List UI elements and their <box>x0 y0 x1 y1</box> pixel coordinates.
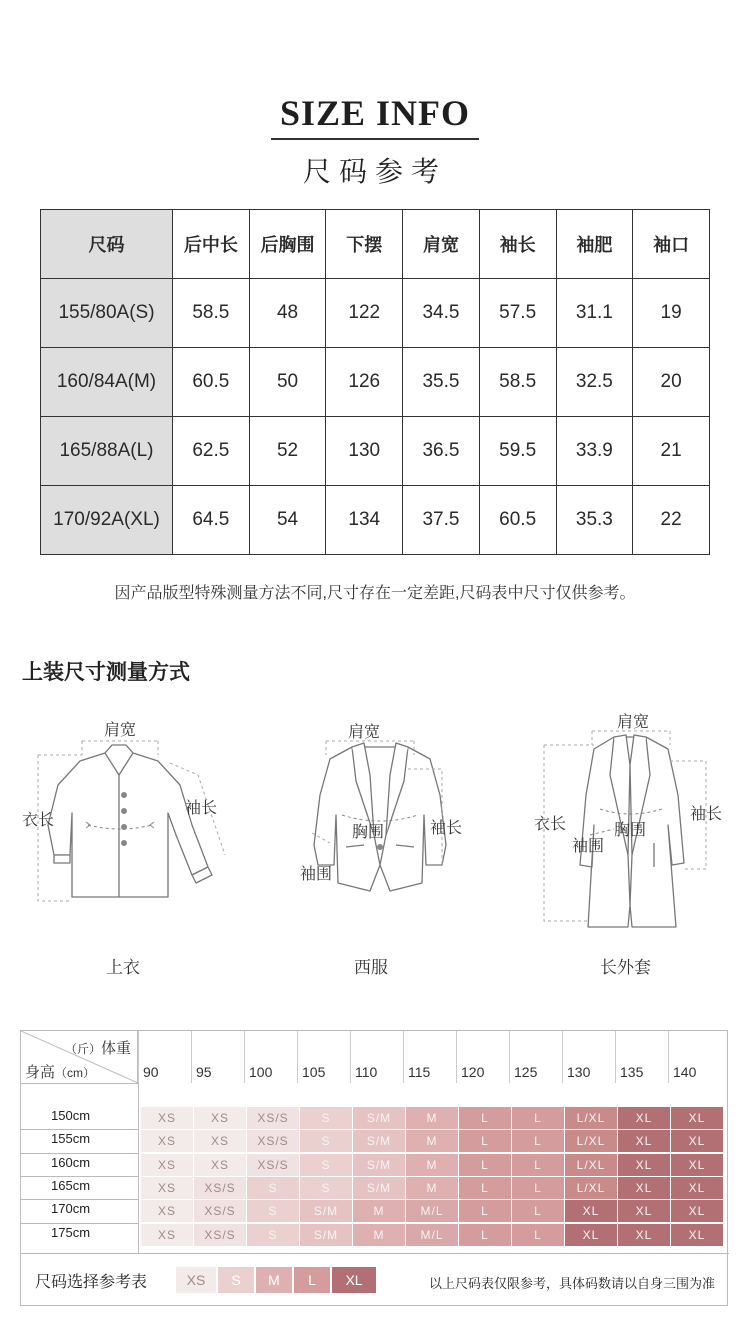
weight-column-header <box>297 1031 350 1083</box>
weight-value: 90 <box>143 1064 159 1080</box>
size-cell: XS <box>141 1130 193 1152</box>
table-cell: 50 <box>249 348 326 417</box>
size-cell: L <box>512 1107 564 1129</box>
size-cell: XL <box>671 1200 723 1222</box>
row-rule <box>21 1199 138 1200</box>
weight-column-header <box>668 1031 721 1083</box>
size-cell: XS <box>194 1130 246 1152</box>
corner-weight-unit: （斤） <box>65 1042 102 1056</box>
size-cell: L <box>459 1154 511 1176</box>
coat-caption: 长外套 <box>600 958 651 977</box>
size-cell: XS <box>141 1107 193 1129</box>
header-shoulder: 肩宽 <box>403 210 480 279</box>
size-cell: XL <box>671 1154 723 1176</box>
size-cell: S <box>247 1177 299 1199</box>
size-cell: L <box>512 1177 564 1199</box>
table-cell: 19 <box>633 279 710 348</box>
corner-height-unit: （cm） <box>55 1066 96 1080</box>
size-cell: XL <box>671 1130 723 1152</box>
header-cuff: 袖口 <box>633 210 710 279</box>
size-cell: L <box>459 1224 511 1246</box>
size-cell: XL <box>618 1224 670 1246</box>
size-cell: M <box>406 1130 458 1152</box>
size-cell: XS/S <box>247 1154 299 1176</box>
shirt-label-shoulder: 肩宽 <box>104 722 137 739</box>
size-cell: L <box>512 1130 564 1152</box>
size-cell: M <box>406 1154 458 1176</box>
fit-chart <box>20 1030 728 1306</box>
size-cell: M <box>353 1224 405 1246</box>
legend-note: 以上尺码表仅限参考，具体码数请以自身三围为准 <box>428 1276 715 1291</box>
weight-value: 115 <box>408 1064 431 1080</box>
size-cell: S/M <box>353 1177 405 1199</box>
table-cell: 58.5 <box>479 348 556 417</box>
size-cell: L <box>459 1130 511 1152</box>
size-cell: L/XL <box>565 1177 617 1199</box>
weight-value: 105 <box>302 1064 326 1080</box>
table-cell: 165/88A(L) <box>41 417 173 486</box>
size-cell: XL <box>671 1177 723 1199</box>
figure-shirt <box>20 715 240 985</box>
size-cell: XL <box>618 1130 670 1152</box>
size-cell: XL <box>565 1200 617 1222</box>
table-cell: 126 <box>326 348 403 417</box>
table-row <box>41 486 710 555</box>
table-cell: 48 <box>249 279 326 348</box>
header-rule <box>21 1083 138 1084</box>
size-cell: S/M <box>300 1224 352 1246</box>
size-cell: XS <box>194 1154 246 1176</box>
height-label: 160cm <box>51 1154 91 1170</box>
size-cell: XS/S <box>247 1130 299 1152</box>
table-cell: 35.5 <box>403 348 480 417</box>
suit-label-shoulder: 肩宽 <box>348 724 381 741</box>
table-cell: 22 <box>633 486 710 555</box>
weight-value: 135 <box>620 1064 644 1080</box>
size-cell: L/XL <box>565 1154 617 1176</box>
coat-label-sleeve: 袖长 <box>690 806 723 823</box>
row-rule <box>21 1129 138 1130</box>
header-back-length: 后中长 <box>173 210 250 279</box>
header-size: 尺码 <box>41 210 173 279</box>
size-cell: XL <box>671 1107 723 1129</box>
weight-value: 100 <box>249 1064 273 1080</box>
size-cell: S/M <box>353 1130 405 1152</box>
weight-value: 130 <box>567 1064 591 1080</box>
table-cell: 58.5 <box>173 279 250 348</box>
chart-corner <box>21 1031 138 1083</box>
size-table-header-row <box>41 210 710 279</box>
weight-column-header <box>138 1031 191 1083</box>
table-cell: 60.5 <box>479 486 556 555</box>
measure-section-title: 上装尺寸测量方式 <box>22 661 190 684</box>
size-cell: S <box>300 1154 352 1176</box>
size-cell: XS/S <box>194 1200 246 1222</box>
table-cell: 34.5 <box>403 279 480 348</box>
size-cell: XS/S <box>194 1177 246 1199</box>
page-header <box>0 92 750 190</box>
table-cell: 155/80A(S) <box>41 279 173 348</box>
size-cell: XS <box>194 1107 246 1129</box>
weight-column-header <box>562 1031 615 1083</box>
table-cell: 170/92A(XL) <box>41 486 173 555</box>
chart-separator <box>138 1083 139 1253</box>
legend-swatch: XS <box>176 1267 216 1293</box>
table-cell: 20 <box>633 348 710 417</box>
weight-value: 140 <box>673 1064 697 1080</box>
table-cell: 62.5 <box>173 417 250 486</box>
size-cell: S <box>300 1107 352 1129</box>
size-cell: L <box>459 1177 511 1199</box>
size-cell: XS <box>141 1200 193 1222</box>
size-cell: XL <box>618 1154 670 1176</box>
weight-value: 95 <box>196 1064 212 1080</box>
size-cell: M/L <box>406 1200 458 1222</box>
size-cell: XL <box>618 1177 670 1199</box>
title-english: SIZE INFO <box>279 93 471 133</box>
size-cell: L <box>512 1200 564 1222</box>
legend-swatch: S <box>218 1267 254 1293</box>
coat-label-chest: 胸围 <box>614 822 647 839</box>
header-sleeve-width: 袖肥 <box>556 210 633 279</box>
table-cell: 31.1 <box>556 279 633 348</box>
table-cell: 32.5 <box>556 348 633 417</box>
size-cell: L <box>459 1200 511 1222</box>
height-label: 170cm <box>51 1201 91 1217</box>
table-cell: 35.3 <box>556 486 633 555</box>
size-cell: M <box>353 1200 405 1222</box>
size-cell: L <box>459 1107 511 1129</box>
coat-label-length: 衣长 <box>534 816 567 833</box>
weight-column-header <box>403 1031 456 1083</box>
size-cell: XL <box>618 1107 670 1129</box>
suit-caption: 西服 <box>354 958 388 977</box>
table-cell: 134 <box>326 486 403 555</box>
header-hem: 下摆 <box>326 210 403 279</box>
size-cell: L/XL <box>565 1107 617 1129</box>
height-label: 165cm <box>51 1177 91 1193</box>
size-cell: S/M <box>353 1107 405 1129</box>
table-row <box>41 348 710 417</box>
table-cell: 37.5 <box>403 486 480 555</box>
title-underline <box>271 138 479 140</box>
size-cell: M <box>406 1177 458 1199</box>
header-sleeve-length: 袖长 <box>479 210 556 279</box>
legend-swatch: L <box>294 1267 330 1293</box>
size-cell: S <box>247 1224 299 1246</box>
size-cell: M/L <box>406 1224 458 1246</box>
suit-label-sleeve-girth: 袖围 <box>300 866 333 883</box>
table-cell: 130 <box>326 417 403 486</box>
weight-column-header <box>456 1031 509 1083</box>
corner-height-label: 身高 <box>25 1064 56 1081</box>
weight-column-header <box>350 1031 403 1083</box>
size-cell: S/M <box>353 1154 405 1176</box>
size-cell: S/M <box>300 1200 352 1222</box>
corner-weight <box>65 1037 131 1058</box>
size-cell: S <box>247 1200 299 1222</box>
size-cell: S <box>300 1177 352 1199</box>
table-cell: 60.5 <box>173 348 250 417</box>
legend-swatch: M <box>256 1267 292 1293</box>
figure-coat <box>530 705 730 985</box>
size-cell: XS <box>141 1177 193 1199</box>
table-cell: 57.5 <box>479 279 556 348</box>
title-chinese: 尺码参考 <box>302 156 447 187</box>
height-label: 150cm <box>51 1108 91 1123</box>
weight-column-header <box>244 1031 297 1083</box>
size-note: 因产品版型特殊测量方法不同,尺寸存在一定差距,尺码表中尺寸仅供参考。 <box>114 585 636 602</box>
table-cell: 21 <box>633 417 710 486</box>
height-label: 175cm <box>51 1224 91 1240</box>
size-cell: XS <box>141 1224 193 1246</box>
legend-title: 尺码选择参考表 <box>35 1274 148 1291</box>
table-cell: 36.5 <box>403 417 480 486</box>
table-cell: 122 <box>326 279 403 348</box>
header-back-chest: 后胸围 <box>249 210 326 279</box>
size-cell: XS/S <box>247 1107 299 1129</box>
table-row <box>41 417 710 486</box>
row-rule <box>21 1176 138 1177</box>
size-cell: S <box>300 1130 352 1152</box>
legend-rule <box>21 1253 729 1254</box>
weight-column-header <box>509 1031 562 1083</box>
weight-value: 110 <box>355 1064 378 1080</box>
table-row <box>41 279 710 348</box>
suit-label-chest: 胸围 <box>352 824 385 841</box>
legend-swatch: XL <box>332 1267 376 1293</box>
shirt-caption: 上衣 <box>106 958 140 977</box>
table-cell: 52 <box>249 417 326 486</box>
row-rule <box>21 1223 138 1224</box>
table-cell: 59.5 <box>479 417 556 486</box>
corner-height <box>25 1061 95 1082</box>
size-table <box>40 209 710 555</box>
size-cell: XS/S <box>194 1224 246 1246</box>
size-cell: L/XL <box>565 1130 617 1152</box>
table-cell: 160/84A(M) <box>41 348 173 417</box>
shirt-label-length: 衣长 <box>22 812 55 829</box>
coat-label-shoulder: 肩宽 <box>617 714 650 731</box>
shirt-label-sleeve: 袖长 <box>185 800 218 817</box>
size-cell: M <box>406 1107 458 1129</box>
size-cell: XL <box>618 1200 670 1222</box>
weight-column-header <box>191 1031 244 1083</box>
figure-suit <box>290 715 480 985</box>
weight-value: 120 <box>461 1064 485 1080</box>
weight-value: 125 <box>514 1064 538 1080</box>
suit-label-sleeve: 袖长 <box>430 820 463 837</box>
row-rule <box>21 1153 138 1154</box>
size-cell: L <box>512 1154 564 1176</box>
weight-column-header <box>615 1031 668 1083</box>
size-cell: XL <box>671 1224 723 1246</box>
height-label: 155cm <box>51 1131 91 1147</box>
table-cell: 54 <box>249 486 326 555</box>
corner-weight-label: 体重 <box>101 1040 132 1057</box>
size-cell: L <box>512 1224 564 1246</box>
coat-label-sleeve-girth: 袖围 <box>572 838 605 855</box>
size-cell: XS <box>141 1154 193 1176</box>
size-cell: XL <box>565 1224 617 1246</box>
table-cell: 33.9 <box>556 417 633 486</box>
table-cell: 64.5 <box>173 486 250 555</box>
